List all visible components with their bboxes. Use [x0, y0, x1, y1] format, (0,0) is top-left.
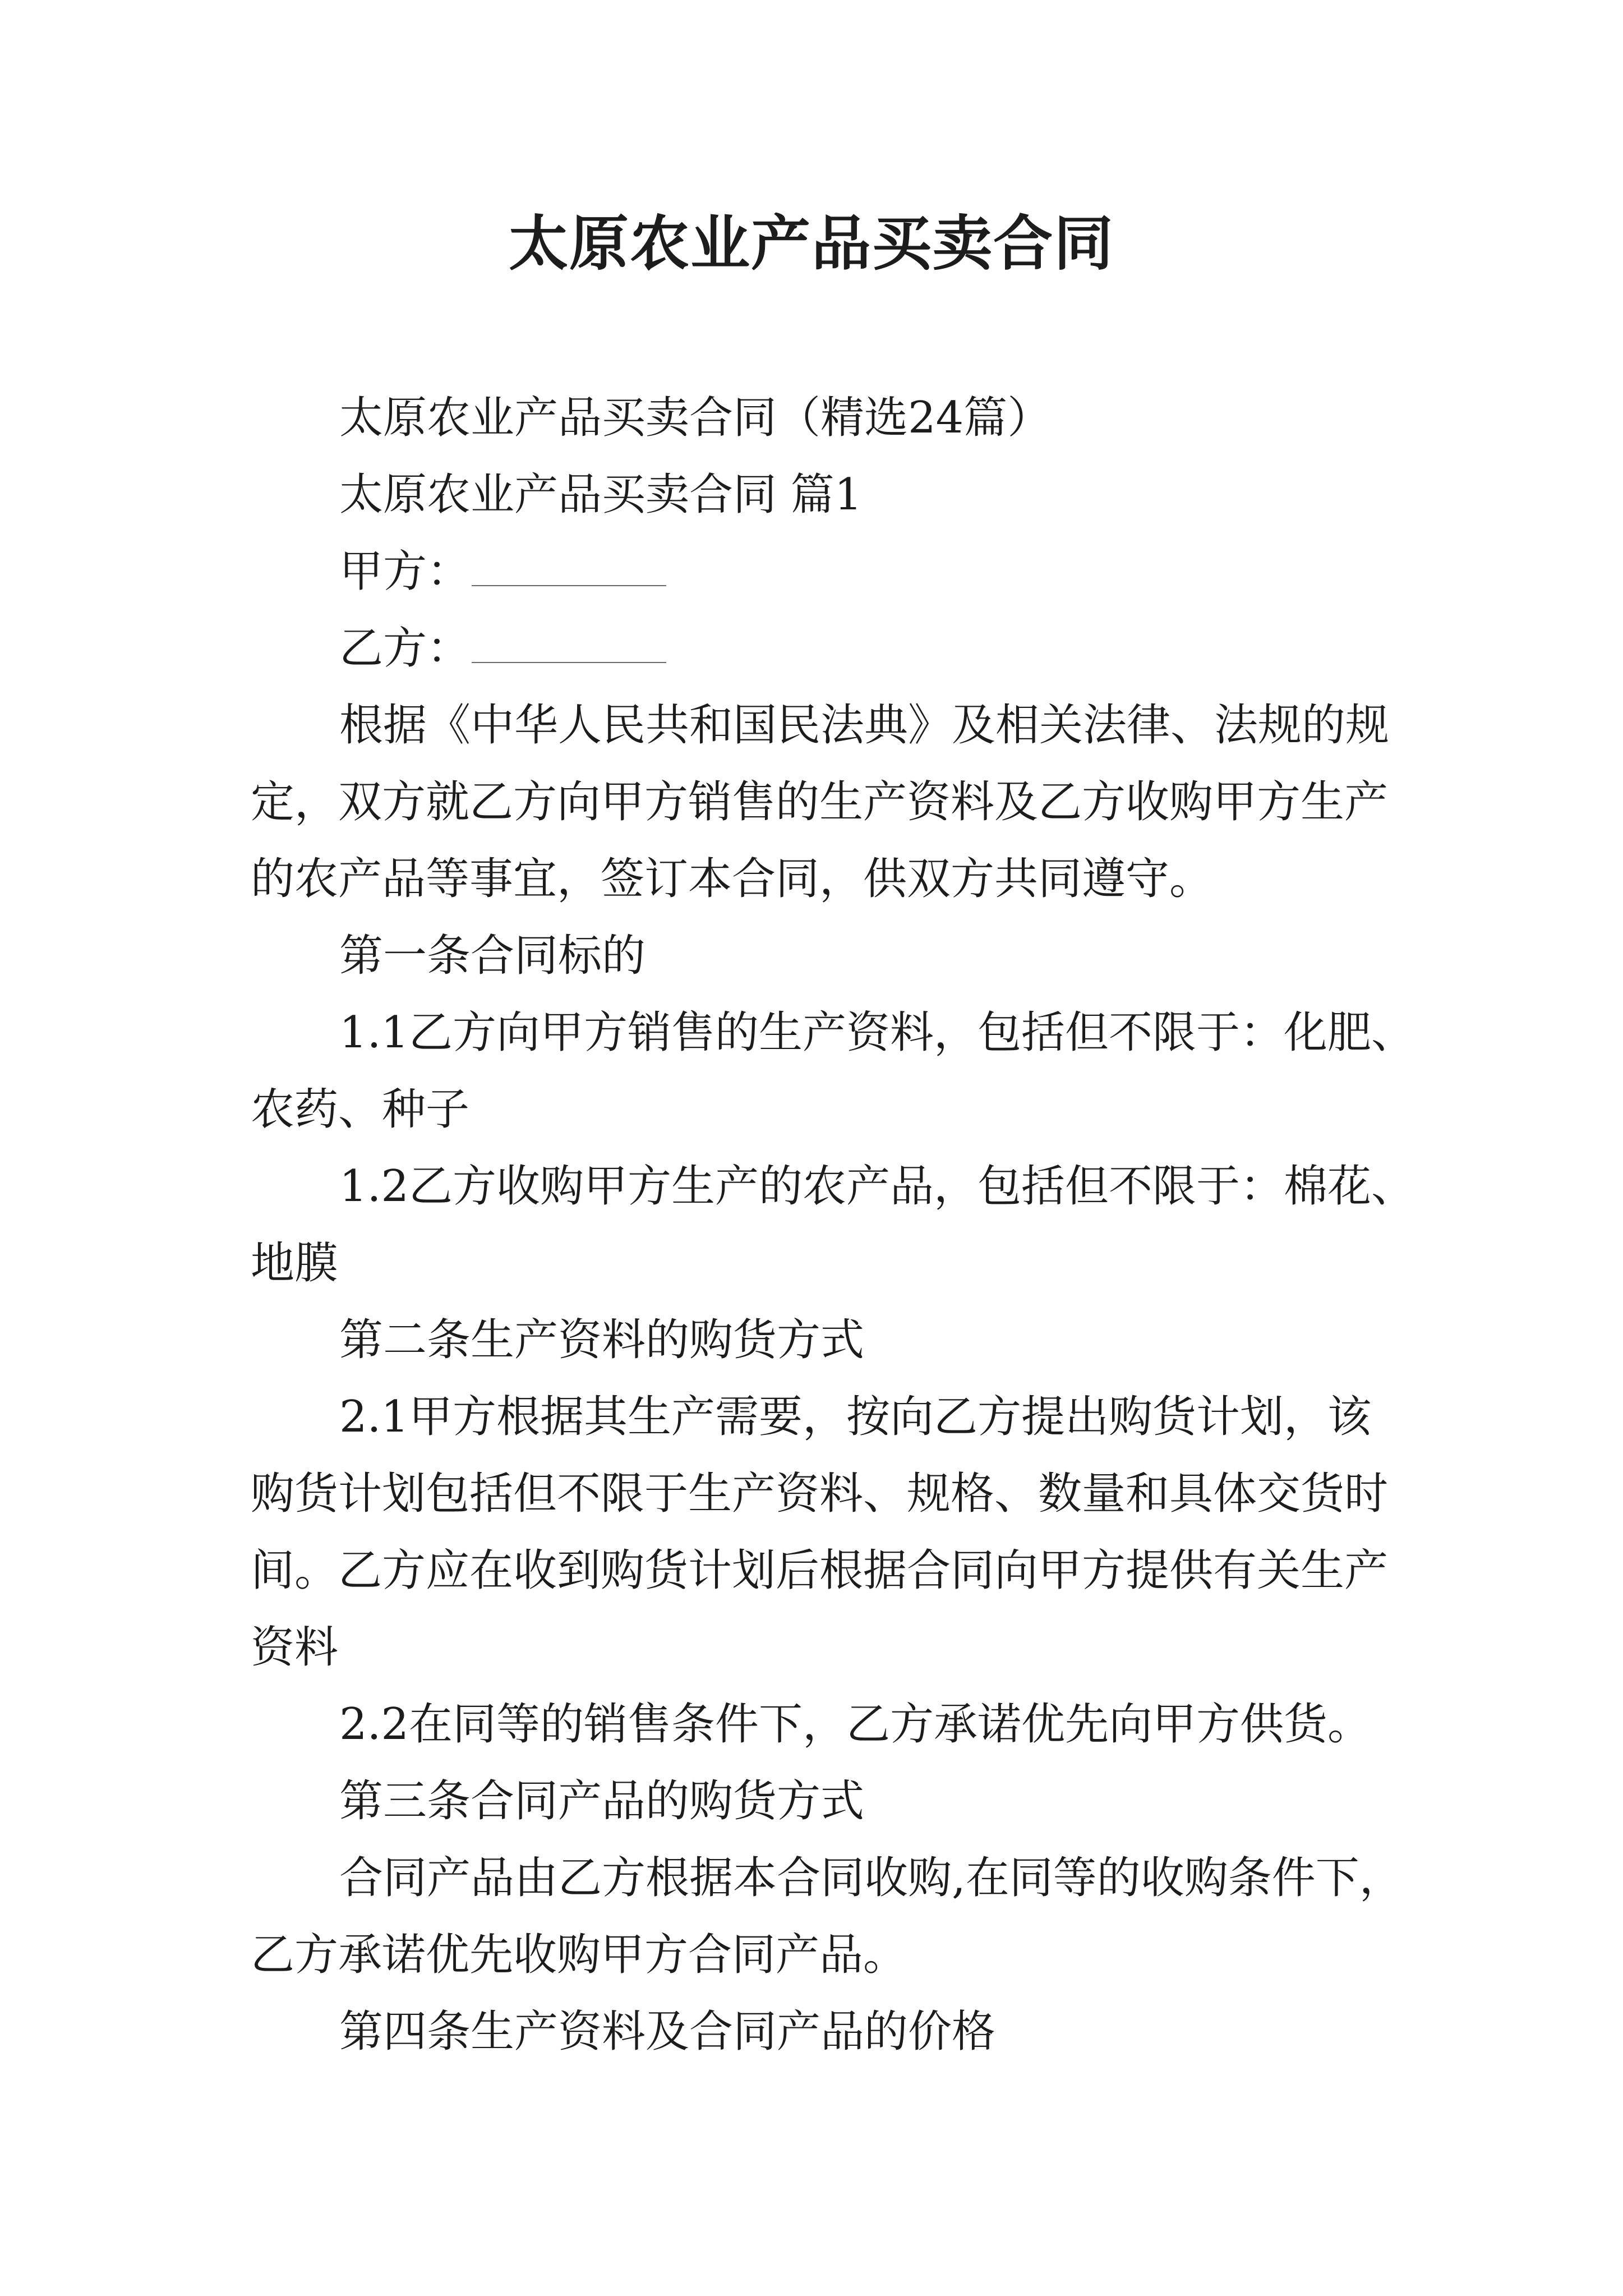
paragraph-line: 合同产品由乙方根据本合同收购,在同等的收购条件下， [339, 1853, 1403, 1903]
paragraph-line: 1.1乙方向甲方销售的生产资料，包括但不限于：化肥、 [339, 1007, 1415, 1058]
article-1-heading: 第一条合同标的 [339, 931, 646, 981]
clause-1-1 [251, 995, 1417, 1148]
party-a-label: 甲方： [339, 546, 471, 597]
paragraph-line: 的农产品等事宜，签订本合同，供双方共同遵守。 [251, 854, 1214, 904]
preamble-paragraph [251, 687, 1417, 918]
document-body [251, 380, 1417, 2070]
paragraph-line: 购货计划包括但不限于生产资料、规格、数量和具体交货时 [251, 1469, 1389, 1519]
document-title: 太原农业产品买卖合同 [509, 208, 1114, 278]
article-4-heading: 第四条生产资料及合同产品的价格 [339, 2007, 996, 2057]
paragraph-line: 定，双方就乙方向甲方销售的生产资料及乙方收购甲方生产 [251, 777, 1389, 827]
party-b-blank-field [472, 628, 666, 663]
paragraph-line: 农药、种子 [251, 1084, 470, 1135]
document-subtitle: 太原农业产品买卖合同（精选24篇） [339, 393, 1052, 443]
paragraph-line: 间。乙方应在收到购货计划后根据合同向甲方提供有关生产 [251, 1545, 1389, 1596]
paragraph-line: 1.2乙方收购甲方生产的农产品，包括但不限于：棉花、 [339, 1161, 1415, 1212]
article-3-heading: 第三条合同产品的购货方式 [339, 1776, 865, 1826]
clause-1-2 [251, 1148, 1417, 1302]
paragraph-line: 资料 [251, 1622, 339, 1673]
clause-2-1 [251, 1379, 1417, 1686]
article-3-paragraph [251, 1840, 1417, 1994]
paragraph-line: 2.1甲方根据其生产需要，按向乙方提出购货计划，该 [339, 1392, 1372, 1442]
section-label: 太原农业产品买卖合同 篇1 [339, 470, 863, 520]
party-b-label: 乙方： [339, 623, 471, 674]
paragraph-line: 乙方承诺优先收购甲方合同产品。 [251, 1930, 907, 1980]
party-a-row [251, 533, 1417, 610]
paragraph-line: 根据《中华人民共和国民法典》及相关法律、法规的规 [339, 700, 1390, 751]
clause-2-2: 2.2在同等的销售条件下，乙方承诺优先向甲方供货。 [339, 1699, 1372, 1750]
party-b-row [251, 610, 1417, 687]
paragraph-line: 地膜 [251, 1238, 339, 1289]
article-2-heading: 第二条生产资料的购货方式 [339, 1315, 865, 1365]
party-a-blank-field [472, 551, 666, 586]
